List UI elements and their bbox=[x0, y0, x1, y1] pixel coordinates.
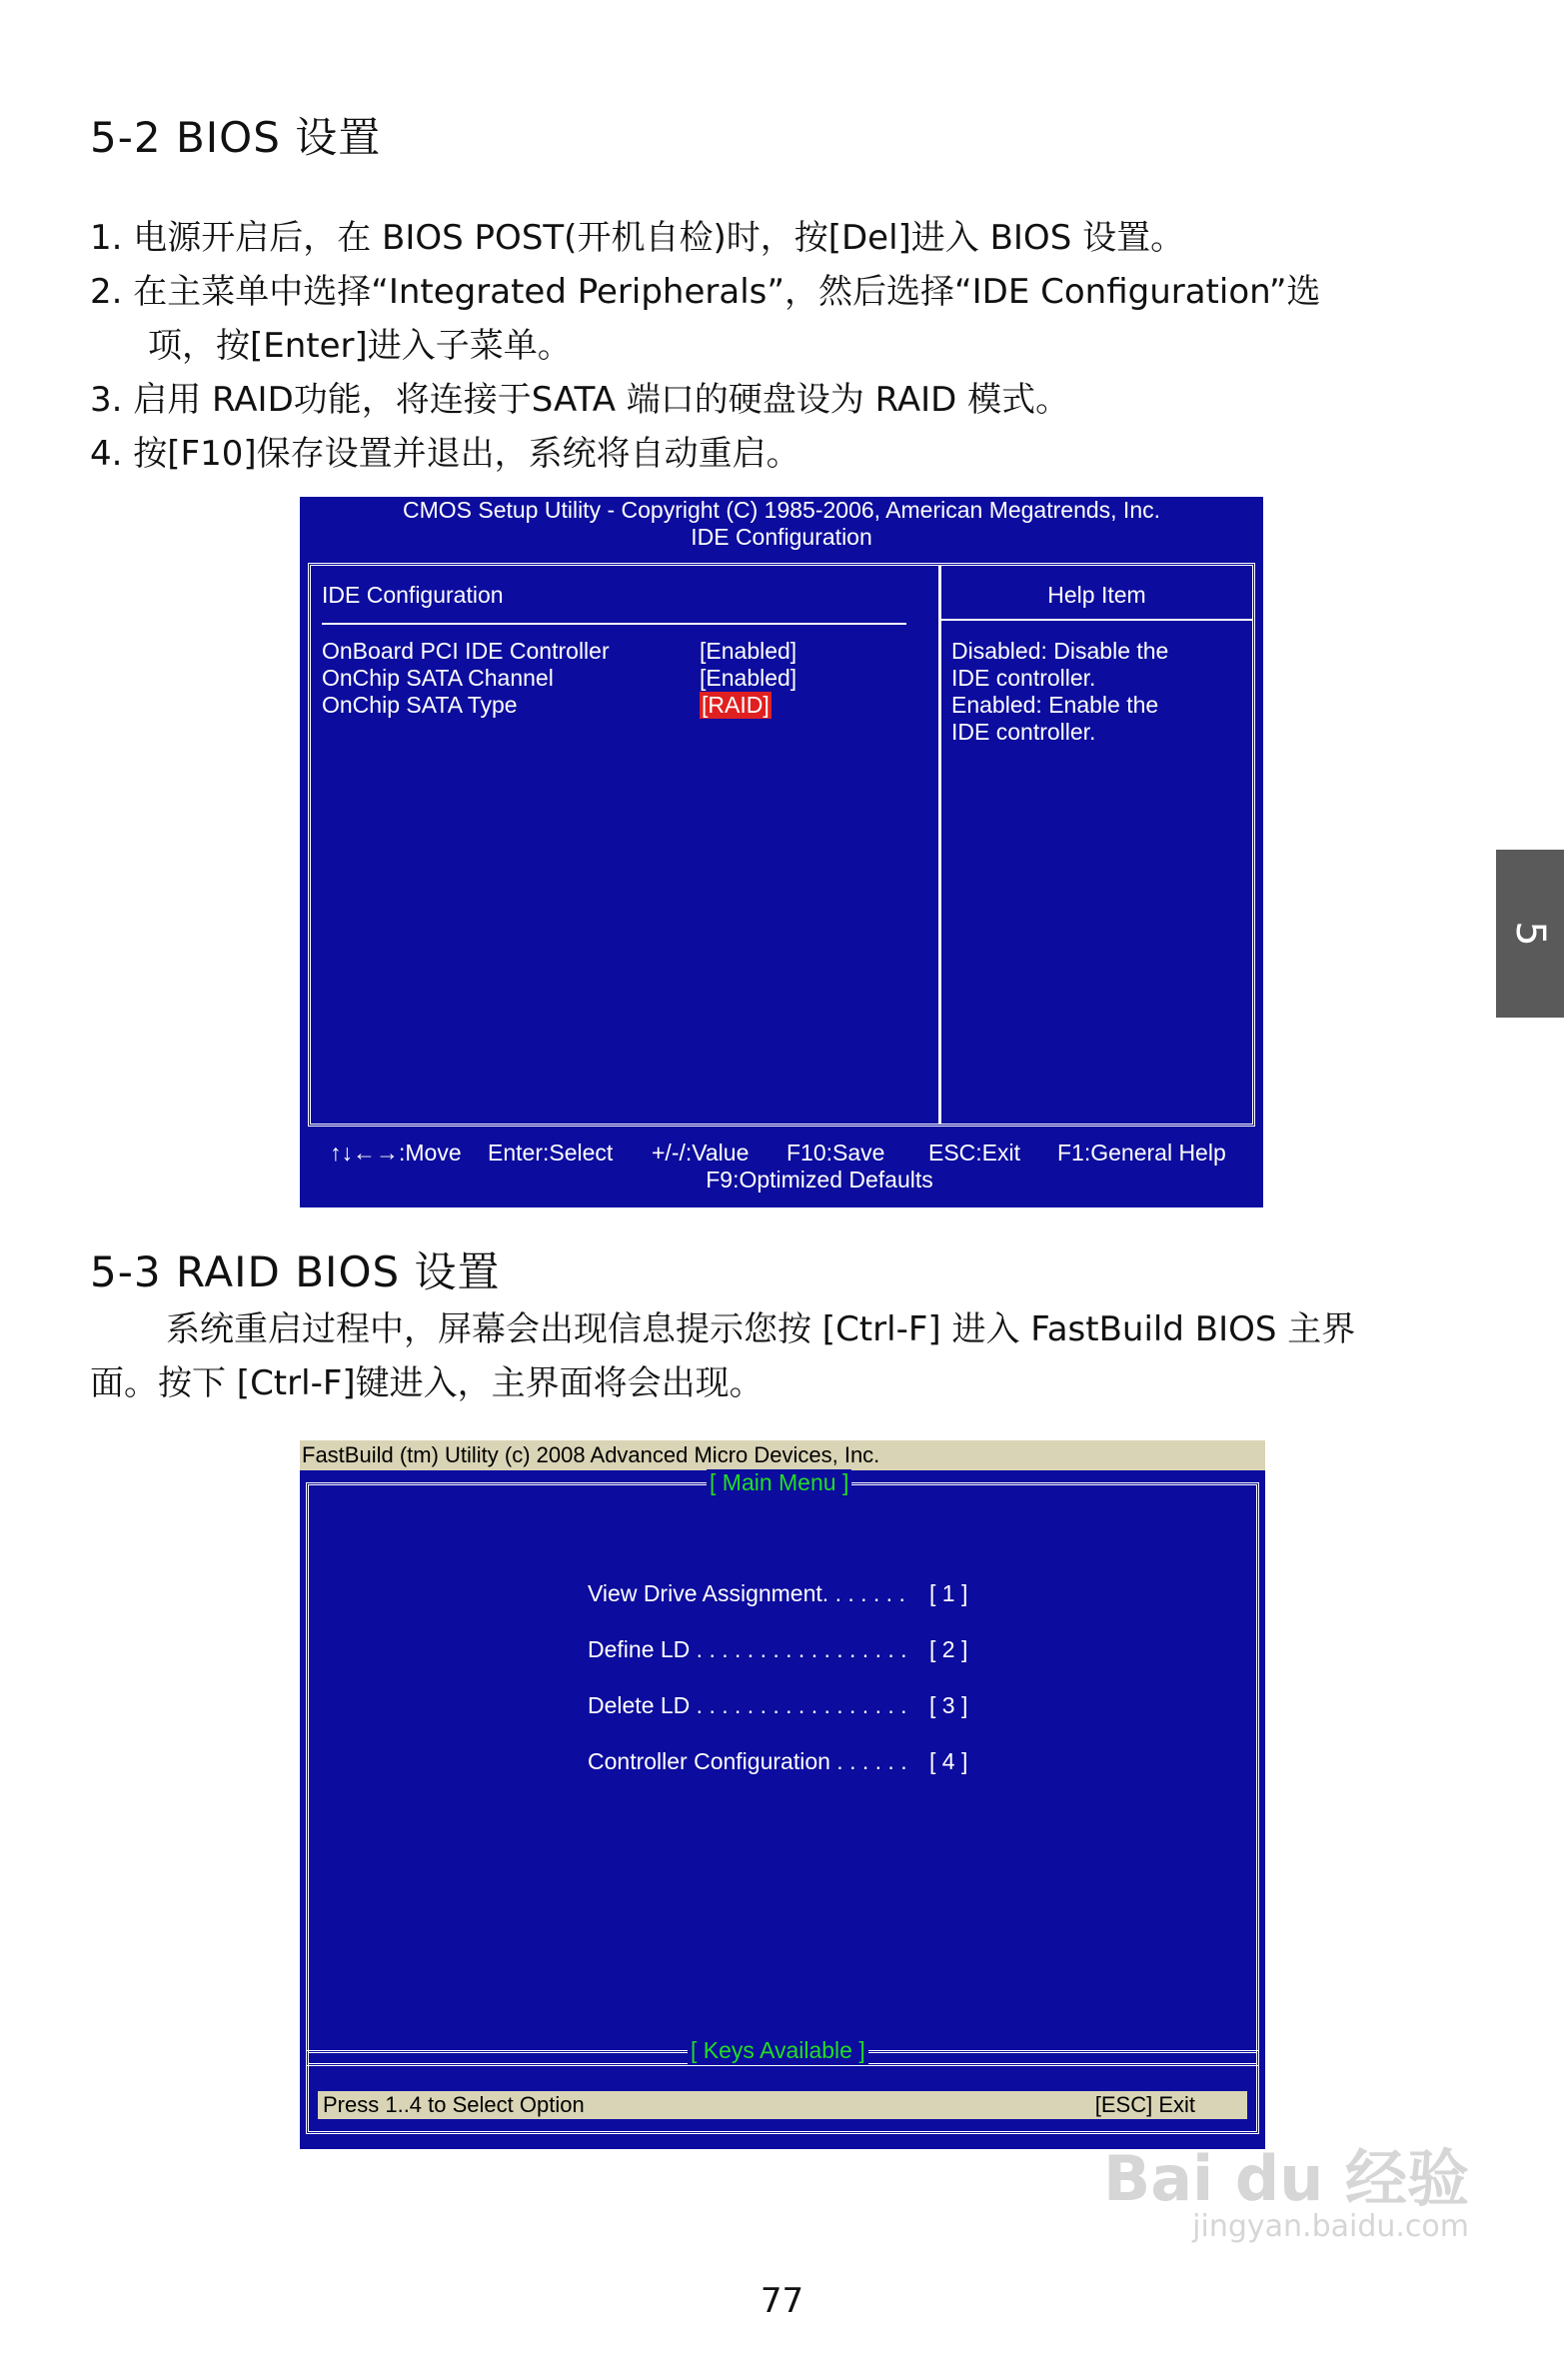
footer-key-defaults: F9:Optimized Defaults bbox=[706, 1167, 933, 1192]
bios-page-title: IDE Configuration bbox=[691, 524, 872, 550]
menu-key-4[interactable]: [ 4 ] bbox=[929, 1748, 968, 1774]
setting-value-sata-type-selected[interactable]: [RAID] bbox=[702, 692, 770, 718]
help-panel-title: Help Item bbox=[1047, 582, 1146, 608]
chapter-tab bbox=[1496, 850, 1564, 1018]
section-heading-raid-bios: 5-3 RAID BIOS 设置 bbox=[90, 1247, 501, 1296]
step-1: 1. 电源开启后，在 BIOS POST(开机自检)时，按[Del]进入 BIOS 设置。 bbox=[90, 218, 1185, 258]
step-3: 3. 启用 RAID功能，将连接于SATA 端口的硬盘设为 RAID 模式。 bbox=[90, 380, 1070, 420]
step-2: 2. 在主菜单中选择“Integrated Peripherals”，然后选择“IDE Configuration”选 bbox=[90, 272, 1321, 312]
status-select-option: Press 1..4 to Select Option bbox=[323, 2092, 585, 2117]
section-heading-bios: 5-2 BIOS 设置 bbox=[90, 113, 382, 162]
setting-label-pci-ide[interactable]: OnBoard PCI IDE Controller bbox=[322, 638, 610, 664]
help-line-3: Enabled: Enable the bbox=[951, 692, 1159, 718]
fastbuild-title-bar: FastBuild (tm) Utility (c) 2008 Advanced Micro Devices, Inc. bbox=[300, 1440, 1265, 1470]
help-line-4: IDE controller. bbox=[951, 719, 1096, 745]
keys-available-title: [ Keys Available ] bbox=[688, 2037, 868, 2064]
baidu-watermark-url: jingyan.baidu.com bbox=[1192, 2209, 1469, 2244]
footer-key-save: F10:Save bbox=[786, 1140, 885, 1166]
baidu-watermark-logo: Bai du 经验 bbox=[1102, 2142, 1469, 2215]
raid-paragraph-line-2: 面。按下 [Ctrl-F]键进入，主界面将会出现。 bbox=[90, 1363, 764, 1403]
footer-key-exit: ESC:Exit bbox=[928, 1140, 1021, 1166]
setting-value-sata-channel[interactable]: [Enabled] bbox=[700, 665, 797, 691]
step-2-continued: 项，按[Enter]进入子菜单。 bbox=[148, 326, 572, 366]
status-bar bbox=[318, 2091, 1247, 2119]
help-line-1: Disabled: Disable the bbox=[951, 638, 1169, 664]
setting-value-pci-ide[interactable]: [Enabled] bbox=[700, 638, 797, 664]
step-4: 4. 按[F10]保存设置并退出，系统将自动重启。 bbox=[90, 434, 800, 474]
bios-column-divider bbox=[938, 566, 941, 1124]
help-line-2: IDE controller. bbox=[951, 665, 1096, 691]
left-panel-title: IDE Configuration bbox=[322, 582, 504, 608]
footer-key-move: ↑↓←→:Move bbox=[330, 1140, 462, 1166]
menu-item-define-ld[interactable]: Define LD . . . . . . . . . . . . . . . . . bbox=[588, 1636, 907, 1662]
fastbuild-utility-screen bbox=[300, 1440, 1265, 2149]
footer-key-help: F1:General Help bbox=[1057, 1140, 1226, 1166]
menu-key-1[interactable]: [ 1 ] bbox=[929, 1580, 968, 1606]
help-title-divider bbox=[941, 619, 1252, 621]
footer-key-select: Enter:Select bbox=[488, 1140, 614, 1166]
main-menu-title: [ Main Menu ] bbox=[707, 1469, 851, 1496]
raid-paragraph-line-1: 系统重启过程中，屏幕会出现信息提示您按 [Ctrl-F] 进入 FastBuild BIOS 主界 bbox=[166, 1309, 1356, 1349]
chapter-number: 5 bbox=[1507, 921, 1553, 947]
menu-item-delete-ld[interactable]: Delete LD . . . . . . . . . . . . . . . . . bbox=[588, 1692, 907, 1718]
bios-copyright-line: CMOS Setup Utility - Copyright (C) 1985-2006, American Megatrends, Inc. bbox=[402, 497, 1161, 523]
page-number: 77 bbox=[760, 2281, 804, 2321]
menu-item-controller-configuration[interactable]: Controller Configuration . . . . . . bbox=[588, 1748, 907, 1774]
left-title-divider bbox=[322, 623, 906, 625]
menu-key-3[interactable]: [ 3 ] bbox=[929, 1692, 968, 1718]
bios-setup-screen bbox=[300, 497, 1263, 1207]
footer-key-value: +/-/:Value bbox=[652, 1140, 750, 1166]
setting-label-sata-type[interactable]: OnChip SATA Type bbox=[322, 692, 518, 718]
menu-key-2[interactable]: [ 2 ] bbox=[929, 1636, 968, 1662]
status-esc-exit: [ESC] Exit bbox=[1094, 2092, 1195, 2117]
menu-item-view-drive-assignment[interactable]: View Drive Assignment. . . . . . . bbox=[588, 1580, 905, 1606]
setting-label-sata-channel[interactable]: OnChip SATA Channel bbox=[322, 665, 554, 691]
